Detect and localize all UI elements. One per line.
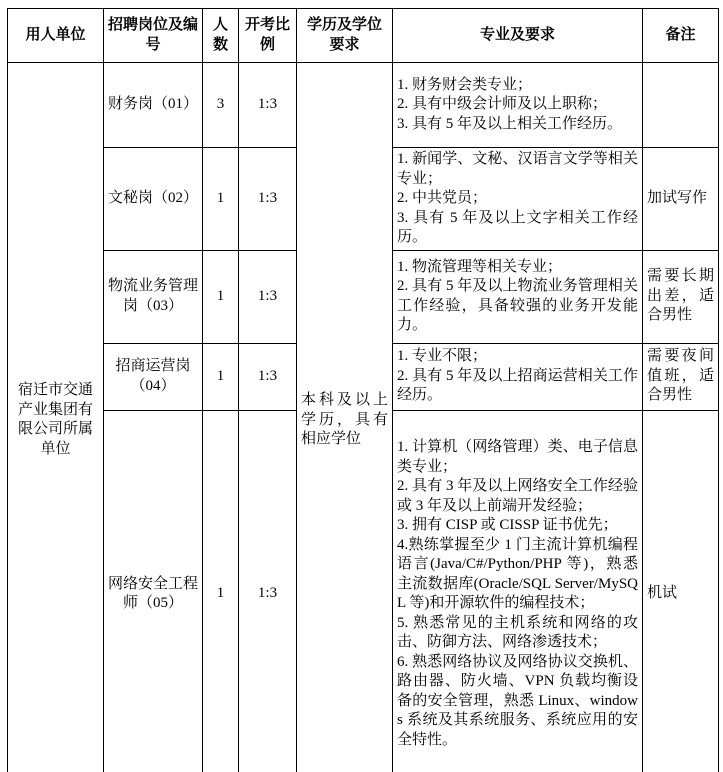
position-cell: 财务岗（01） xyxy=(104,63,203,148)
ratio-cell: 1:3 xyxy=(239,410,297,772)
requirement-item: 6. 熟悉网络协议及网络协议交换机、路由器、防火墙、VPN 负载均衡设备的安全管理，熟悉 Linux、windows 系统及其系统服务、系统应用的安全特性。 xyxy=(397,653,638,748)
count-cell: 3 xyxy=(203,63,239,148)
table-row-finance xyxy=(8,63,719,148)
requirement-item: 3. 拥有 CISP 或 CISSP 证书优先； xyxy=(397,517,618,533)
col-header-employer: 用人单位 xyxy=(8,9,104,63)
employer-cell: 宿迁市交通产业集团有限公司所属单位 xyxy=(8,63,104,772)
remark-cell: 机试 xyxy=(643,410,719,772)
count-cell: 1 xyxy=(203,250,239,343)
remark-cell: 需要夜间值班，适合男性 xyxy=(643,343,719,410)
requirement-item: 1. 物流管理等相关专业； xyxy=(397,258,563,275)
requirement-item: 3. 具有 5 年及以上文字相关工作经历。 xyxy=(397,209,638,245)
remark-cell xyxy=(643,63,719,148)
requirement-item: 5. 熟悉常见的主机系统和网络的攻击、防御方法、网络渗透技术； xyxy=(397,614,638,650)
requirements-cell xyxy=(393,343,643,410)
col-header-count: 人数 xyxy=(203,9,239,63)
requirements-cell xyxy=(393,250,643,343)
count-cell: 1 xyxy=(203,148,239,251)
requirements-cell xyxy=(393,410,643,772)
col-header-ratio: 开考比例 xyxy=(239,9,297,63)
requirements-cell xyxy=(393,148,643,251)
requirement-item: 1. 专业不限； xyxy=(397,348,488,365)
requirement-item: 2. 具有 5 年及以上物流业务管理相关工作经验，具备较强的业务开发能力。 xyxy=(397,278,638,333)
requirement-item: 3. 具有 5 年及以上相关工作经历。 xyxy=(397,115,623,132)
ratio-cell: 1:3 xyxy=(239,343,297,410)
requirement-item: 2. 中共党员； xyxy=(397,190,488,206)
col-header-remark: 备注 xyxy=(643,9,719,63)
requirement-item: 1. 财务财会类专业； xyxy=(397,76,533,93)
ratio-cell: 1:3 xyxy=(239,250,297,343)
col-header-position: 招聘岗位及编号 xyxy=(104,9,203,63)
col-header-education: 学历及学位要求 xyxy=(297,9,393,63)
position-cell: 文秘岗（02） xyxy=(104,148,203,251)
requirement-item: 2. 具有中级会计师及以上职称； xyxy=(397,96,608,113)
position-cell: 招商运营岗（04） xyxy=(104,343,203,410)
remark-cell: 加试写作 xyxy=(643,148,719,251)
position-cell: 物流业务管理岗（03） xyxy=(104,250,203,343)
count-cell: 1 xyxy=(203,343,239,410)
education-cell: 本科及以上学历，具有相应学位 xyxy=(297,63,393,772)
requirement-item: 1. 新闻学、文秘、汉语言文学等相关专业； xyxy=(397,151,638,187)
requirement-item: 4.熟练掌握至少 1 门主流计算机编程语言(Java/C#/Python/PHP 等)，熟悉主流数据库(Oracle/SQL Server/MySQL 等)和开源软件的编程技术； xyxy=(397,536,638,611)
remark-cell: 需要长期出差，适合男性 xyxy=(643,250,719,343)
requirement-item: 2. 具有 5 年及以上招商运营相关工作经历。 xyxy=(397,367,638,404)
col-header-requirements: 专业及要求 xyxy=(393,9,643,63)
header-row xyxy=(8,9,719,63)
ratio-cell: 1:3 xyxy=(239,148,297,251)
requirement-item: 2. 具有 3 年及以上网络安全工作经验或 3 年及以上前端开发经验； xyxy=(397,478,638,514)
position-cell: 网络安全工程师（05） xyxy=(104,410,203,772)
count-cell: 1 xyxy=(203,410,239,772)
requirement-item: 1. 计算机（网络管理）类、电子信息类专业； xyxy=(397,439,638,475)
recruitment-table xyxy=(7,8,719,772)
requirements-cell xyxy=(393,63,643,148)
ratio-cell: 1:3 xyxy=(239,63,297,148)
